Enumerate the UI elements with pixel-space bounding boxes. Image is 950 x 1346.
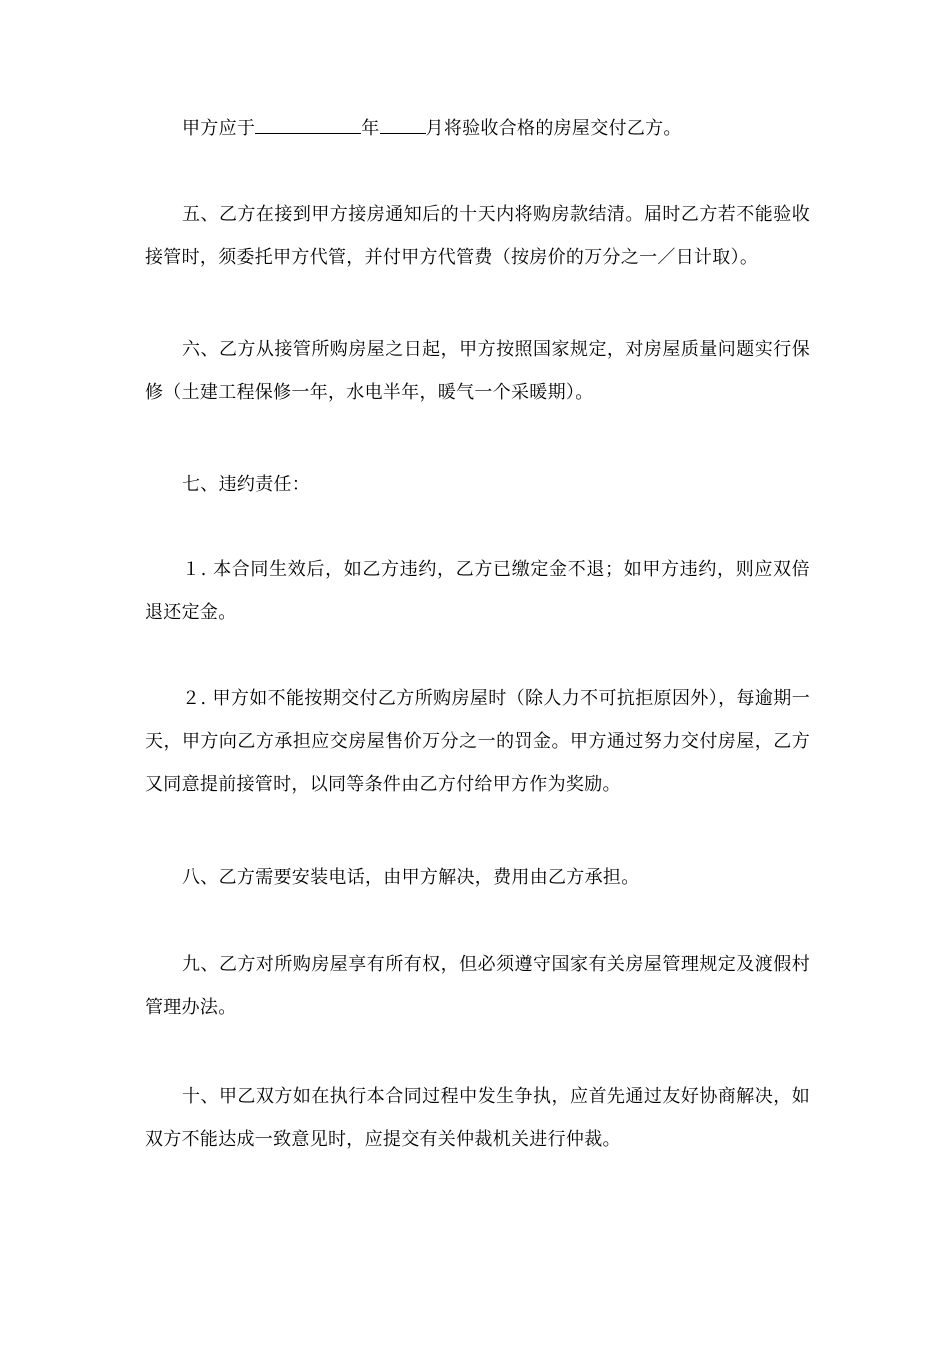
month-blank: [380, 115, 426, 134]
month-suffix: 月将验收合格的房屋交付乙方。: [425, 118, 682, 139]
clause-nine: 九、乙方对所购房屋享有所有权，但必须遵守国家有关房屋管理规定及渡假村管理办法。: [145, 954, 810, 1018]
clause-seven-item-2: ２. 甲方如不能按期交付乙方所购房屋时（除人力不可抗拒原因外），每逾期一天，甲方向乙方承担应交房屋售价万分之一的罚金。甲方通过努力交付房屋，乙方又同意提前接管时，以同等条件由乙方付给甲方作为奖励。: [145, 688, 810, 795]
year-blank: [255, 115, 361, 134]
year-unit: 年: [361, 118, 380, 139]
clause-seven-item-1: １. 本合同生效后，如乙方违约，乙方已缴定金不退；如甲方违约，则应双倍退还定金。: [145, 559, 810, 623]
clause-six: 六、乙方从接管所购房屋之日起，甲方按照国家规定，对房屋质量问题实行保修（土建工程保修一年，水电半年，暖气一个采暖期）。: [145, 339, 810, 403]
delivery-prefix: 甲方应于: [182, 118, 256, 139]
clause-seven-heading: 七、违约责任：: [182, 474, 311, 495]
paragraph-delivery-date: [145, 107, 810, 150]
clause-eight: 八、乙方需要安装电话，由甲方解决，费用由乙方承担。: [182, 867, 640, 888]
clause-ten: 十、甲乙双方如在执行本合同过程中发生争执，应首先通过友好协商解决，如双方不能达成一致意见时，应提交有关仲裁机关进行仲裁。: [145, 1086, 810, 1150]
clause-five: 五、乙方在接到甲方接房通知后的十天内将购房款结清。届时乙方若不能验收接管时，须委托甲方代管，并付甲方代管费（按房价的万分之一／日计取）。: [145, 204, 810, 268]
